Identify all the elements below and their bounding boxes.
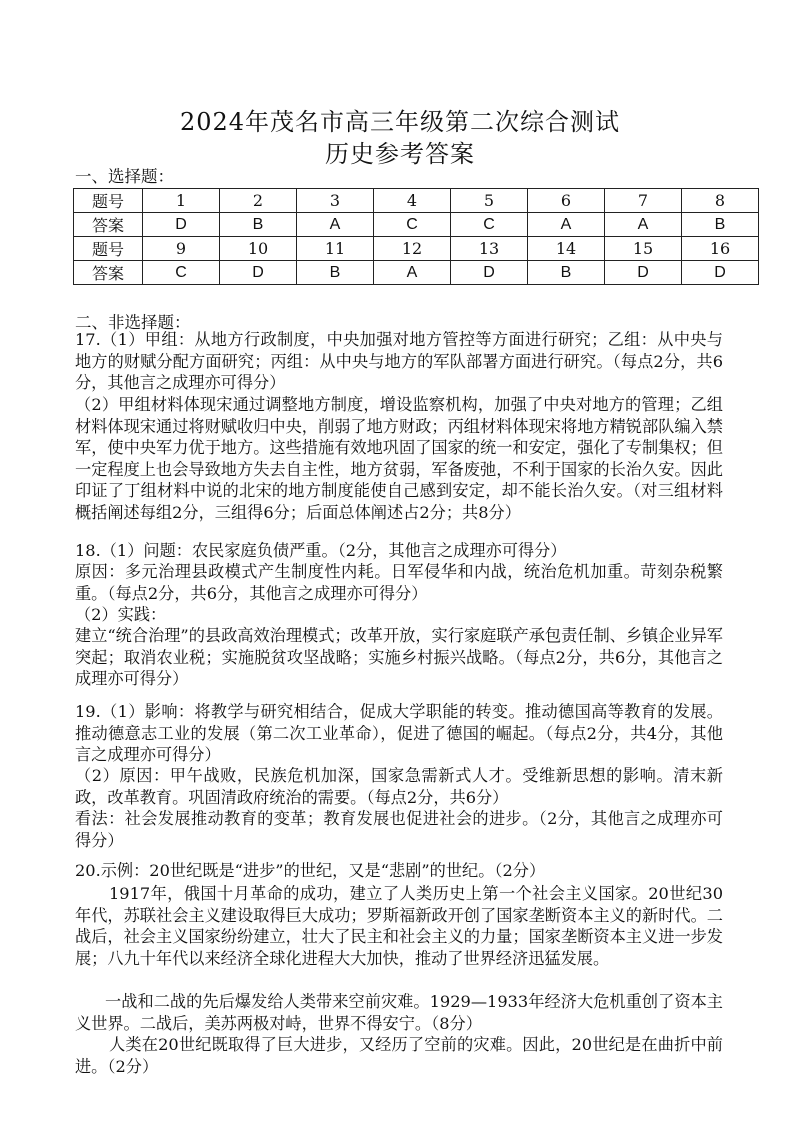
table-cell: C [143, 261, 220, 285]
table-row [74, 213, 759, 237]
table-cell: B [528, 261, 605, 285]
page-title: 2024年茂名市高三年级第二次综合测试 [179, 108, 621, 136]
table-cell: 9 [143, 237, 220, 261]
table-row-label: 题号 [74, 237, 143, 261]
table-cell: 1 [143, 189, 220, 213]
question-18-reasons: 原因：多元治理县政模式产生制度性内耗。日军侵华和内战，统治危机加重。苛刻杂税繁重。（每点2分，共6分，其他言之成理亦可得分） [75, 562, 723, 603]
table-cell: A [528, 213, 605, 237]
table-row-label: 答案 [74, 213, 143, 237]
question-20-paragraph-1: 1917年，俄国十月革命的成功，建立了人类历史上第一个社会主义国家。20世纪30年代，苏联社会主义建设取得巨大成功；罗斯福新政开创了国家垄断资本主义的新时代。二战后，社会主义国家纷纷建立，壮大了民主和社会主义的力量；国家垄断资本主义进一步发展；八九十年代以来经济全球化进程大大加快，推动了世界经济迅猛发展。 [75, 884, 723, 968]
table-cell: D [143, 213, 220, 237]
table-row [74, 189, 759, 213]
table-cell: A [297, 213, 374, 237]
table-cell: 10 [220, 237, 297, 261]
table-cell: 3 [297, 189, 374, 213]
table-cell: D [605, 261, 682, 285]
table-cell: 15 [605, 237, 682, 261]
question-17-part-2: （2）甲组材料体现宋通过调整地方制度，增设监察机构，加强了中央对地方的管理；乙组材料体现宋通过将财赋收归中央，削弱了地方财政；丙组材料体现宋将地方精锐部队编入禁军，使中央军力优于地方。这些措施有效地巩固了国家的统一和安定，强化了专制集权；但一定程度上也会导致地方失去自主性，地方贫弱，军备废弛，不利于国家的长治久安。因此印证了丁组材料中说的北宋的地方制度能使自己感到安定，却不能长治久安。（对三组材料概括阐述每组2分，三组得6分；后面总体阐述占2分；共8分） [75, 395, 723, 522]
page-subtitle: 历史参考答案 [325, 140, 475, 168]
table-cell: 5 [451, 189, 528, 213]
table-cell: 4 [374, 189, 451, 213]
table-cell: D [682, 261, 759, 285]
table-cell: A [374, 261, 451, 285]
section-heading-non-choice: 二、非选择题： [75, 313, 191, 332]
table-cell: 16 [682, 237, 759, 261]
question-18-part-2: （2）实践： [75, 605, 167, 624]
section-heading-multiple-choice: 一、选择题： [75, 167, 174, 186]
table-cell: D [451, 261, 528, 285]
question-20-paragraph-3: 人类在20世纪既取得了巨大进步，又经历了空前的灾难。因此，20世纪是在曲折中前进。（2分） [75, 1035, 723, 1076]
table-row-label: 题号 [74, 189, 143, 213]
table-cell: 6 [528, 189, 605, 213]
table-cell: B [220, 213, 297, 237]
question-20-heading: 20.示例：20世纪既是“进步”的世纪，又是“悲剧”的世纪。（2分） [75, 861, 546, 880]
table-cell: D [220, 261, 297, 285]
table-cell: 14 [528, 237, 605, 261]
question-19-part-1: 19.（1）影响：将教学与研究相结合，促成大学职能的转变。推动德国高等教育的发展。推动德意志工业的发展（第二次工业革命），促进了德国的崛起。（每点2分，共4分，其他言之成理亦可得分） [75, 702, 723, 764]
question-17-part-1: 17.（1）甲组：从地方行政制度，中央加强对地方管控等方面进行研究；乙组：从中央与地方的财赋分配方面研究；丙组：从中央与地方的军队部署方面进行研究。（每点2分，共6分，其他言之成理亦可得分） [75, 330, 723, 392]
question-19-part-2: （2）原因：甲午战败，民族危机加深，国家急需新式人才。受维新思想的影响。清末新政，改革教育。巩固清政府统治的需要。（每点2分，共6分） [75, 766, 723, 807]
table-cell: 11 [297, 237, 374, 261]
question-20-paragraph-2: 一战和二战的先后爆发给人类带来空前灾难。1929—1933年经济大危机重创了资本主义世界。二战后，美苏两极对峙，世界不得安宁。（8分） [75, 992, 723, 1033]
question-19-view: 看法：社会发展推动教育的变革；教育发展也促进社会的进步。（2分，其他言之成理亦可得分） [75, 809, 723, 850]
table-cell: 7 [605, 189, 682, 213]
table-cell: C [374, 213, 451, 237]
table-cell: B [297, 261, 374, 285]
table-cell: A [605, 213, 682, 237]
table-cell: 2 [220, 189, 297, 213]
table-cell: 13 [451, 237, 528, 261]
table-row-label: 答案 [74, 261, 143, 285]
question-18-practice: 建立“统合治理”的县政高效治理模式；改革开放，实行家庭联产承包责任制、乡镇企业异军突起；取消农业税；实施脱贫攻坚战略；实施乡村振兴战略。（每点2分，共6分，其他言之成理亦可得分） [75, 626, 723, 688]
answer-table [73, 188, 759, 285]
table-cell: 12 [374, 237, 451, 261]
table-row [74, 237, 759, 261]
table-row [74, 261, 759, 285]
table-cell: 8 [682, 189, 759, 213]
question-18-part-1: 18.（1）问题：农民家庭负债严重。（2分，其他言之成理亦可得分） [75, 541, 567, 560]
table-cell: B [682, 213, 759, 237]
table-cell: C [451, 213, 528, 237]
